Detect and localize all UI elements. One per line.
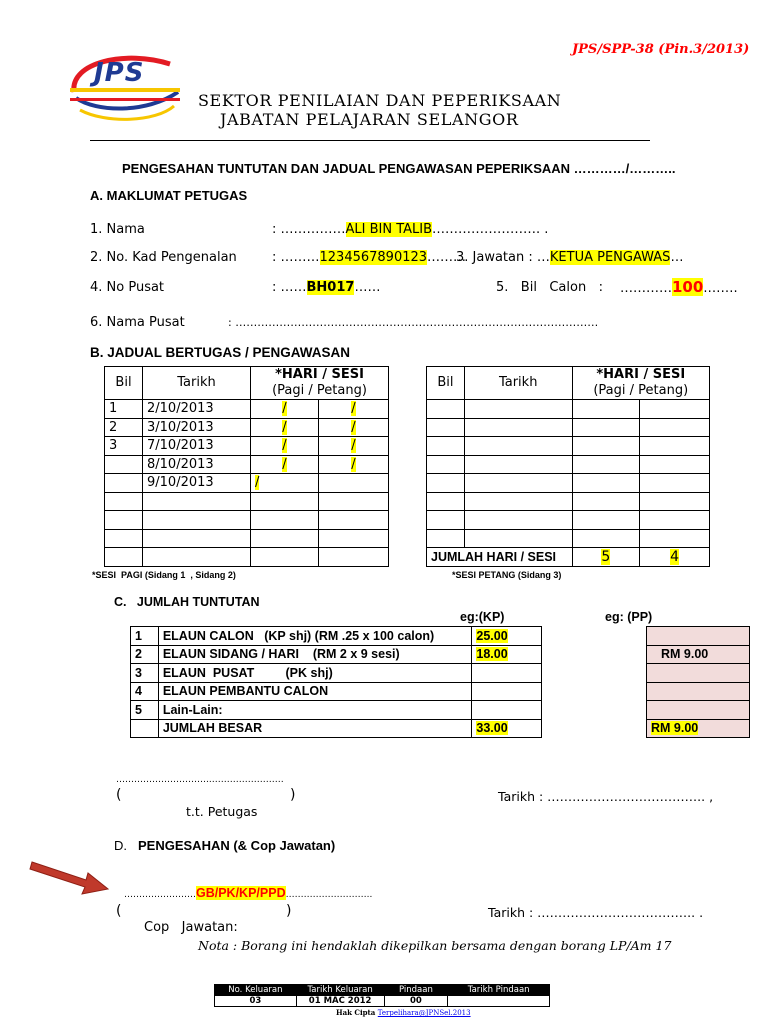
jumlah-row xyxy=(427,548,710,567)
pusat-value: BH017 xyxy=(306,280,355,295)
row-bil xyxy=(105,455,143,474)
note-sesi-pagi: *SESI PAGI (Sidang 1 , Sidang 2) xyxy=(92,570,236,580)
row-tarikh: 8/10/2013 xyxy=(143,455,251,474)
table-row xyxy=(105,418,389,437)
table-row xyxy=(215,996,550,1007)
claim-no: 1 xyxy=(131,627,159,646)
footer-header: No. Keluaran xyxy=(215,985,297,996)
claim-item: Lain-Lain: xyxy=(158,701,472,720)
nota-text: Nota : Borang ini hendaklah dikepilkan bersama dengan borang LP/Am 17 xyxy=(198,938,672,953)
claim-kp-amount: 18.00 xyxy=(476,647,508,662)
table-row xyxy=(215,985,550,996)
table-row xyxy=(647,682,750,701)
header-line-1: SEKTOR PENILAIAN DAN PEPERIKSAAN xyxy=(198,91,562,110)
table-row xyxy=(105,474,389,493)
signature-paren-close: ) xyxy=(290,787,296,803)
col-bil: Bil xyxy=(427,367,465,400)
row-tarikh: 7/10/2013 xyxy=(143,437,251,456)
section-d-prefix: D. xyxy=(114,838,127,853)
row-tarikh: 9/10/2013 xyxy=(143,474,251,493)
table-row xyxy=(427,437,710,456)
row-tarikh: 3/10/2013 xyxy=(143,418,251,437)
signature-paren-open: ( xyxy=(116,787,122,803)
bil-calon-suffix: .……. xyxy=(703,281,738,296)
table-row xyxy=(647,719,750,738)
logo-text: JPS xyxy=(94,58,145,88)
claim-table xyxy=(130,626,542,738)
footer-value xyxy=(448,996,550,1007)
note-sesi-petang: *SESI PETANG (Sidang 3) xyxy=(452,570,562,580)
jawatan-field xyxy=(456,250,683,265)
schedule-table-right xyxy=(426,366,710,567)
jawatan-label: 3. Jawatan : … xyxy=(456,250,550,265)
header-divider xyxy=(90,140,650,141)
table-row xyxy=(427,418,710,437)
pusat-field xyxy=(272,280,380,295)
col-sesi-title: *HARI / SESI xyxy=(596,367,686,382)
pengesahan-paren-close: ) xyxy=(286,903,292,919)
table-row xyxy=(131,664,542,683)
table-row xyxy=(427,529,710,548)
ic-value: 1234567890123 xyxy=(319,250,428,265)
pengesahan-tarikh: Tarikh : ……………………………….. . xyxy=(488,905,704,920)
footer-value: 01 MAC 2012 xyxy=(296,996,384,1007)
col-sesi-sub: (Pagi / Petang) xyxy=(593,383,689,398)
nama-prefix: : …………… xyxy=(272,222,346,237)
pointer-arrow-icon xyxy=(28,856,110,898)
form-reference-code: JPS/SPP-38 (Pin.3/2013) xyxy=(572,42,750,57)
form-title: PENGESAHAN TUNTUTAN DAN JADUAL PENGAWASAN PEPERIKSAAN …………/……….. xyxy=(122,161,676,176)
claim-pp-table xyxy=(646,626,750,738)
table-row xyxy=(647,627,750,646)
pengesahan-value: GB/PK/KP/PPD xyxy=(196,886,286,900)
table-row xyxy=(131,627,542,646)
claim-item: ELAUN CALON (KP shj) (RM .25 x 100 calon) xyxy=(158,627,472,646)
ic-suffix: ……… xyxy=(427,250,467,265)
row-pagi-mark: / xyxy=(282,438,287,454)
col-tarikh: Tarikh xyxy=(143,367,251,400)
row-pagi-mark: / xyxy=(282,419,287,435)
cop-jawatan-label: Cop Jawatan: xyxy=(144,920,238,935)
header-line-2: JABATAN PELAJARAN SELANGOR xyxy=(220,110,519,129)
eg-pp-label: eg: (PP) xyxy=(605,610,653,624)
pusat-prefix: : …… xyxy=(272,280,307,295)
bil-calon-label: 5. Bil Calon : xyxy=(496,280,603,295)
signature-tarikh: Tarikh : ……………………………….. , xyxy=(498,789,714,804)
pengesahan-paren-open: ( xyxy=(116,903,122,919)
row-pagi-mark: / xyxy=(255,475,260,491)
table-row xyxy=(105,437,389,456)
claim-item: ELAUN PEMBANTU CALON xyxy=(158,682,472,701)
table-row xyxy=(131,645,542,664)
row-petang-mark: / xyxy=(351,419,356,435)
jawatan-suffix: … xyxy=(670,250,684,265)
table-row xyxy=(105,548,389,567)
claim-no: 2 xyxy=(131,645,159,664)
col-sesi-title: *HARI / SESI xyxy=(275,367,364,382)
signature-label: t.t. Petugas xyxy=(186,804,258,819)
footer-value: 03 xyxy=(215,996,297,1007)
copyright-link[interactable]: Terpelihara@JPNSel.2013 xyxy=(377,1009,471,1017)
col-sesi xyxy=(251,367,389,400)
jumlah-pagi: 5 xyxy=(601,548,611,565)
claim-no xyxy=(131,719,159,738)
eg-kp-label: eg:(KP) xyxy=(460,610,505,624)
nama-suffix: ……………………. . xyxy=(432,222,549,237)
ic-prefix: : ……… xyxy=(272,250,320,265)
footer-header: Tarikh Keluaran xyxy=(296,985,384,996)
row-bil: 1 xyxy=(105,400,143,419)
bil-calon-prefix: ………… xyxy=(620,281,672,296)
table-row xyxy=(427,455,710,474)
table-row xyxy=(131,682,542,701)
jawatan-value: KETUA PENGAWAS xyxy=(549,250,671,265)
claim-item: ELAUN SIDANG / HARI (RM 2 x 9 sesi) xyxy=(158,645,472,664)
section-c-heading: C. JUMLAH TUNTUTAN xyxy=(114,595,260,609)
row-petang-mark: / xyxy=(351,401,356,417)
row-pagi-mark: / xyxy=(282,456,287,472)
table-row xyxy=(105,529,389,548)
jumlah-label: JUMLAH HARI / SESI xyxy=(427,548,573,567)
table-row xyxy=(427,511,710,530)
footer-header: Pindaan xyxy=(384,985,448,996)
jps-logo xyxy=(66,52,184,124)
footer-header: Tarikh Pindaan xyxy=(448,985,550,996)
nama-field xyxy=(272,222,548,237)
claim-no: 5 xyxy=(131,701,159,720)
table-row xyxy=(105,400,389,419)
ic-field xyxy=(272,250,466,265)
row-bil: 2 xyxy=(105,418,143,437)
section-a-heading: A. MAKLUMAT PETUGAS xyxy=(90,188,248,203)
pengesahan-field xyxy=(124,886,372,900)
claim-kp-amount: 25.00 xyxy=(476,628,508,643)
copyright-line xyxy=(336,1008,471,1017)
claim-pp-amount: RM 9.00 xyxy=(661,647,709,662)
jumlah-petang: 4 xyxy=(670,548,680,565)
table-row xyxy=(427,474,710,493)
footer-value: 00 xyxy=(384,996,448,1007)
col-sesi xyxy=(572,367,710,400)
table-row xyxy=(647,664,750,683)
table-row xyxy=(131,719,542,738)
release-info-table xyxy=(214,984,550,1007)
bil-calon-value: 100 xyxy=(672,278,704,296)
table-row xyxy=(105,511,389,530)
claim-kp-amount: 33.00 xyxy=(476,721,508,736)
table-row xyxy=(427,492,710,511)
copyright-prefix: Hak Cipta xyxy=(336,1008,378,1017)
claim-item: ELAUN PUSAT (PK shj) xyxy=(158,664,472,683)
claim-item: JUMLAH BESAR xyxy=(158,719,472,738)
row-tarikh: 2/10/2013 xyxy=(143,400,251,419)
claim-no: 3 xyxy=(131,664,159,683)
signature-dots: …………………………..…………………… xyxy=(116,775,284,785)
col-sesi-sub: (Pagi / Petang) xyxy=(272,383,367,398)
pengesahan-dots-after: ……………………….. xyxy=(285,890,373,900)
row-petang-mark: / xyxy=(351,456,356,472)
claim-pp-amount: RM 9.00 xyxy=(651,721,699,736)
col-tarikh: Tarikh xyxy=(464,367,572,400)
table-row xyxy=(131,701,542,720)
bil-calon-field xyxy=(620,278,738,296)
table-row xyxy=(647,701,750,720)
nama-pusat-label: 6. Nama Pusat xyxy=(90,315,185,330)
section-b-heading: B. JADUAL BERTUGAS / PENGAWASAN xyxy=(90,345,351,360)
table-row xyxy=(105,455,389,474)
claim-no: 4 xyxy=(131,682,159,701)
table-row xyxy=(105,492,389,511)
nama-pusat-dots: : ……………………………………………………………………………………… xyxy=(228,316,599,329)
row-bil: 3 xyxy=(105,437,143,456)
col-bil: Bil xyxy=(105,367,143,400)
nama-value: ALI BIN TALIB xyxy=(345,222,433,237)
row-petang-mark: / xyxy=(351,438,356,454)
section-d-heading: PENGESAHAN (& Cop Jawatan) xyxy=(138,838,336,853)
pusat-label: 4. No Pusat xyxy=(90,280,165,295)
pusat-suffix: …… xyxy=(354,280,381,295)
nama-label: 1. Nama xyxy=(90,222,145,237)
row-bil xyxy=(105,474,143,493)
row-pagi-mark: / xyxy=(282,401,287,417)
schedule-table-left xyxy=(104,366,389,567)
ic-label: 2. No. Kad Pengenalan xyxy=(90,250,237,265)
pengesahan-dots-before: …………………… xyxy=(124,890,196,900)
table-row xyxy=(647,645,750,664)
table-row xyxy=(427,400,710,419)
